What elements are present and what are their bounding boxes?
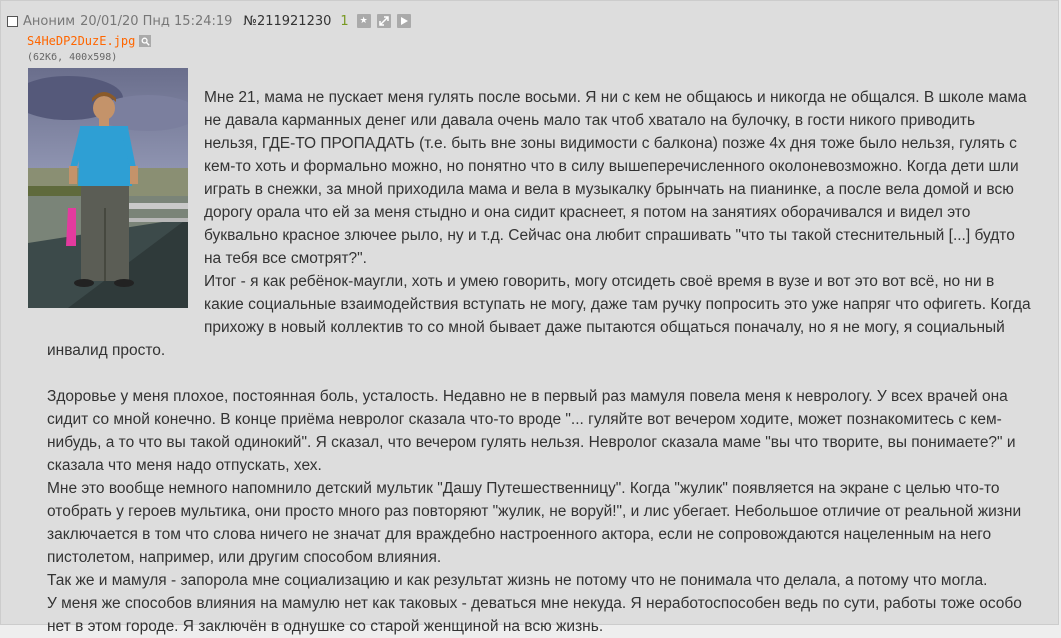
post-message <box>47 86 1031 638</box>
play-icon[interactable] <box>397 14 411 28</box>
star-icon[interactable]: ★ <box>357 14 371 28</box>
post-author: Аноним <box>23 13 76 29</box>
magnifier-icon[interactable] <box>139 35 151 47</box>
post-header <box>7 12 411 30</box>
post-paragraph: Здоровье у меня плохое, постоянная боль, усталость. Недавно не в первый раз мамуля повела меня к неврологу. У всех врачей она сидит со мной конечно. В конце приёма невролог сказала что-то вроде "... гуляйте вот вечером ходите, может познакомитесь с кем-нибудь, а то что вы такой одинокий". Я сказал, что вечером гулять нельзя. Невролог сказала маме "вы что творите, вы понимаете?" и сказала что меня надо отпускать, хех. <box>47 388 1016 474</box>
post-paragraph: Мне 21, мама не пускает меня гулять после восьми. Я ни с кем не общаюсь и никогда не общался. В школе мама не давала карманных денег или давала очень мало так чтоб хватало на булочку, в гости никого приводить нельзя, ГДЕ-ТО ПРОПАДАТЬ (т.е. быть вне зоны видимости с балкона) позже 4х дня тоже было нельзя, гулять с кем-то хоть и формально можно, но понятно что в силу вышеперечисленного околоневозможно. Когда дети шли играть в снежки, за мной приходила мама и вела в музыкалку брынчать на пианинке, а после вела домой и всю дорогу орала что ей за меня стыдно и она сидит краснеет, я потом на занятиях оборачивался и видел это буквально красное злючее рыло, ну и т.д. Сейчас она любит спрашивать "что ты такой стеснительный [...] будто на тебя все смотрят?". <box>204 89 1027 267</box>
file-name-link[interactable]: S4HeDP2DuzE.jpg <box>27 34 136 48</box>
post-paragraph: Итог - я как ребёнок-маугли, хоть и умею говорить, могу отсидеть своё время в вузе и вот это вот всё, но ни в какие социальные взаимодействия вступать не могу, даже там ручку попросить это уже напряг что офигеть. Когда прихожу в новый коллектив то со мной бывает даже пытаются общаться поначалу, но я не могу, я социальный инвалид просто. <box>47 273 1031 359</box>
post-paragraph: Мне это вообще немного напомнило детский мультик "Дашу Путешественницу". Когда "жулик" появляется на экране с целью что-то отобрать у героев мультика, они просто много раз повторяют "жулик, не воруй!", и лис убегает. Небольшое отличие от реальной жизни заключается в том что слова ничего не значат для враждебно настроенного актора, если не сопровождаются нацеленным на него пистолетом, например, или другим способом влияния. <box>47 480 1022 566</box>
post-number[interactable]: №211921230 <box>243 13 332 29</box>
image-float-spacer <box>47 86 204 321</box>
reply-count[interactable]: 1 <box>340 13 349 29</box>
file-meta: (62Кб, 400x598) <box>27 52 118 63</box>
expand-icon[interactable] <box>377 14 391 28</box>
post-paragraph: Так же и мамуля - запорола мне социализацию и как результат жизнь не потому что не понимала что делала, а потому что могла. <box>47 572 988 589</box>
post-checkbox[interactable] <box>7 16 18 27</box>
post-date: 20/01/20 Пнд 15:24:19 <box>80 13 233 29</box>
paragraph-gap <box>47 362 1031 385</box>
file-info <box>27 34 151 48</box>
post-paragraph: У меня же способов влияния на мамулю нет как таковых - деваться мне некуда. Я неработоспособен ведь по сути, работы тоже особо нет в этом городе. Я заключён в однушке со старой женщиной на всю жизнь. <box>47 595 1022 635</box>
